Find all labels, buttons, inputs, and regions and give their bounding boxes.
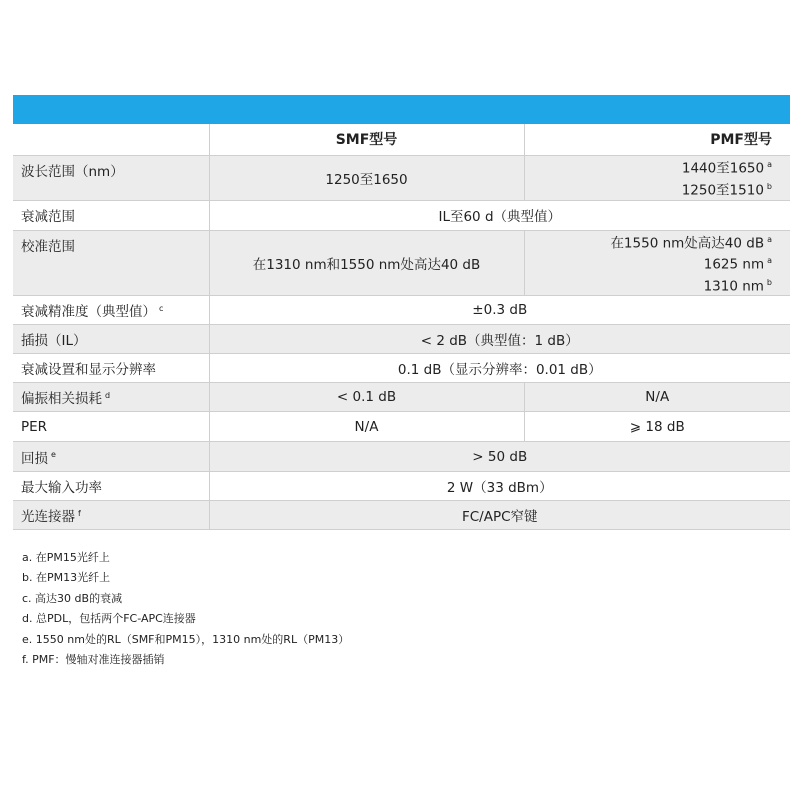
table-row	[13, 354, 790, 383]
table-row	[13, 383, 790, 412]
footnote-ref: a	[767, 234, 772, 244]
row-label-pdl	[13, 383, 209, 412]
table-row	[13, 412, 790, 442]
header-empty-cell	[13, 124, 209, 155]
footnote-d: d. 总PDL，包括两个FC-APC连接器	[22, 612, 196, 626]
calibration-smf: 在1310 nm和1550 nm处高达40 dB	[209, 230, 524, 296]
calibration-pmf-line1: 在1550 nm处高达40 dB	[610, 235, 765, 251]
insertion-loss-value: < 2 dB（典型值：1 dB）	[420, 333, 579, 349]
footnote-ref: d	[105, 390, 111, 400]
table-row	[13, 296, 790, 325]
footnote-ref: b	[766, 277, 772, 287]
row-label-text: 回损	[21, 450, 48, 467]
footnote-ref: e	[51, 450, 56, 459]
row-label-resolution: 衰减设置和显示分辨率	[13, 354, 209, 383]
attenuation-range-value: IL至60 d（典型值）	[438, 209, 562, 225]
wavelength-pmf-line1: 1440至1650	[681, 160, 765, 177]
wavelength-smf: 1250至1650	[209, 155, 524, 200]
row-label-wavelength: 波长范围（nm）	[13, 155, 209, 200]
row-label-insertion-loss: 插损（IL）	[13, 325, 209, 354]
spec-table	[13, 124, 790, 530]
resolution-value: 0.1 dB（显示分辨率：0.01 dB）	[397, 362, 602, 378]
footnote-b: b. 在PM13光纤上	[22, 571, 111, 585]
footnote-ref: a	[767, 160, 772, 169]
accuracy-value: ±0.3 dB	[472, 302, 528, 318]
row-label-return-loss	[13, 442, 209, 472]
header-pmf: PMF型号	[710, 132, 772, 149]
calibration-pmf-line2: 1625 nm	[703, 256, 765, 273]
pdl-smf: < 0.1 dB	[209, 383, 524, 412]
per-smf: N/A	[209, 412, 524, 442]
calibration-pmf	[524, 230, 790, 296]
header-banner	[13, 95, 790, 124]
max-power-value: 2 W（33 dBm）	[446, 480, 553, 496]
per-pmf: ⩾ 18 dB	[629, 418, 685, 435]
table-row	[13, 501, 790, 530]
row-label-max-power: 最大输入功率	[13, 472, 209, 501]
footnote-ref: a	[767, 256, 772, 265]
footnotes	[22, 548, 349, 670]
footnote-ref: b	[766, 181, 772, 191]
calibration-pmf-line3: 1310 nm	[703, 278, 764, 294]
row-label-text: 偏振相关损耗	[21, 391, 102, 407]
table-row	[13, 442, 790, 472]
wavelength-pmf-line2: 1250至1510	[681, 182, 764, 198]
return-loss-value: > 50 dB	[472, 448, 528, 465]
footnote-a: a. 在PM15光纤上	[22, 551, 110, 564]
table-row	[13, 155, 790, 200]
table-row	[13, 200, 790, 230]
footnote-ref: f	[78, 508, 81, 518]
pdl-pmf: N/A	[645, 389, 670, 405]
footnote-c: c. 高达30 dB的衰减	[22, 591, 123, 605]
table-header-row	[13, 124, 790, 155]
table-row	[13, 472, 790, 501]
row-label-text: 衰减精准度（典型值）	[21, 304, 156, 320]
connector-value: FC/APC窄键	[461, 509, 538, 525]
footnote-ref: c	[159, 303, 164, 313]
table-row	[13, 230, 790, 296]
row-label-text: 光连接器	[21, 509, 75, 525]
row-label-calibration: 校准范围	[13, 230, 209, 296]
footnote-f: f. PMF：慢轴对准连接器插销	[22, 653, 165, 667]
row-label-attenuation-range: 衰减范围	[13, 200, 209, 230]
row-label-per: PER	[13, 412, 209, 442]
row-label-connector	[13, 501, 209, 530]
table-row	[13, 325, 790, 354]
header-smf: SMF型号	[209, 124, 524, 155]
row-label-accuracy	[13, 296, 209, 325]
wavelength-pmf	[524, 155, 790, 200]
footnote-e: e. 1550 nm处的RL（SMF和PM15），1310 nm处的RL（PM13）	[22, 632, 350, 646]
